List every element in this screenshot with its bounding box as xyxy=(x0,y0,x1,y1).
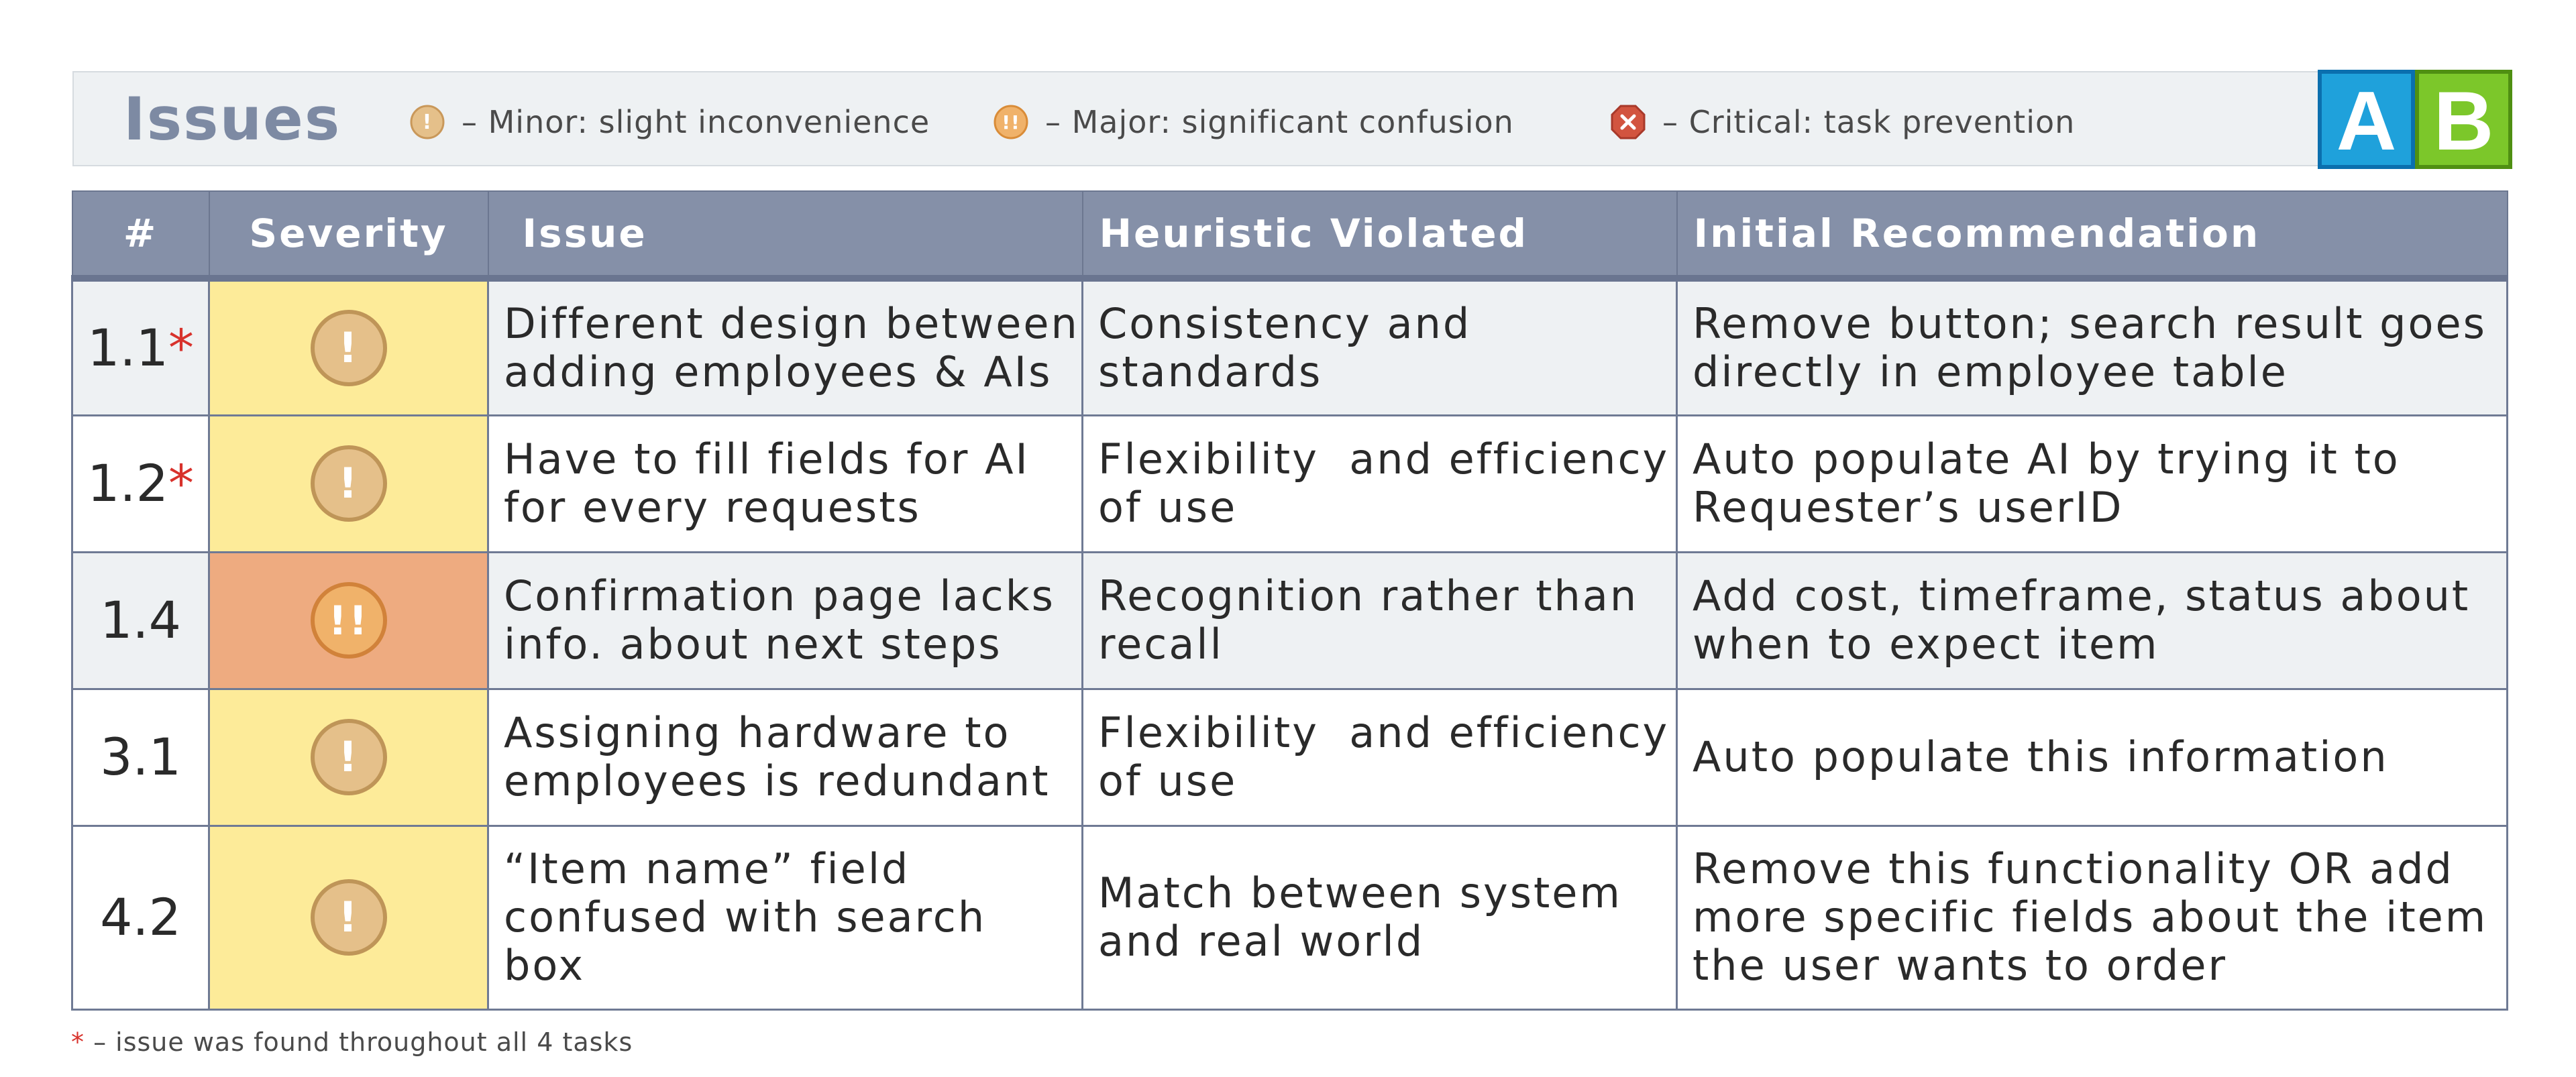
issue-number: 1.4 xyxy=(100,590,181,650)
table-row xyxy=(72,689,2508,826)
issue-number-cell xyxy=(72,689,209,826)
issue-number: 1.1 xyxy=(87,317,168,378)
legend-critical xyxy=(1610,103,2075,141)
column-header-issue: Issue xyxy=(488,191,1083,278)
footnote-text: – issue was found throughout all 4 tasks xyxy=(85,1027,633,1057)
column-header-number: # xyxy=(72,191,209,278)
heuristic-text-line: Recognition rather than xyxy=(1098,571,1639,620)
recommendation-text-line: Add cost, timeframe, status about xyxy=(1693,571,2471,620)
heuristic-cell xyxy=(1083,415,1677,552)
issue-number-cell xyxy=(72,552,209,689)
recommendation-text-line: Remove button; search result goes xyxy=(1693,298,2487,348)
issue-number: 3.1 xyxy=(100,727,181,787)
footnote xyxy=(71,1027,633,1057)
heuristic-text-line: Consistency and xyxy=(1098,298,1472,348)
heuristic-text-line: standards xyxy=(1098,347,1323,396)
issue-number: 4.2 xyxy=(100,887,181,947)
issue-cell xyxy=(488,415,1083,552)
severity-cell xyxy=(209,552,488,689)
legend-critical-label: – Critical: task prevention xyxy=(1662,104,2076,140)
issue-text-line: info. about next steps xyxy=(504,620,1002,669)
heuristic-text-line: recall xyxy=(1098,620,1224,669)
ab-logo xyxy=(2318,70,2512,169)
all-tasks-asterisk: * xyxy=(168,317,194,378)
severity-cell xyxy=(209,415,488,552)
heuristic-text-line: of use xyxy=(1098,756,1238,805)
column-header-heuristic: Heuristic Violated xyxy=(1083,191,1677,278)
issue-text-line: adding employees & AIs xyxy=(504,347,1053,396)
minor-severity-icon xyxy=(309,878,388,957)
recommendation-text-line: Auto populate this information xyxy=(1693,732,2389,781)
all-tasks-asterisk: * xyxy=(168,453,194,513)
recommendation-cell xyxy=(1677,826,2508,1009)
recommendation-text-line: when to expect item xyxy=(1693,620,2159,669)
minor-severity-icon xyxy=(309,308,388,388)
legend-major-label: – Major: significant confusion xyxy=(1045,104,1514,140)
recommendation-text-line: Auto populate AI by trying it to xyxy=(1693,435,2400,484)
legend-minor xyxy=(409,103,930,141)
column-header-recommendation: Initial Recommendation xyxy=(1677,191,2508,278)
issue-text-line: for every requests xyxy=(504,483,921,532)
logo-letter-a: A xyxy=(2318,70,2415,169)
heuristic-text-line: and real world xyxy=(1098,917,1425,966)
svg-text:!!: !! xyxy=(1002,111,1020,133)
issue-text-line: confused with search box xyxy=(504,893,987,990)
heuristic-text-line: Flexibility and efficiency xyxy=(1098,435,1670,484)
issue-text-line: Different design between xyxy=(504,298,1079,348)
issue-text-line: Have to fill fields for AI xyxy=(504,435,1030,484)
issue-number-cell xyxy=(72,826,209,1009)
legend-minor-label: – Minor: slight inconvenience xyxy=(462,104,930,140)
heuristic-cell xyxy=(1083,689,1677,826)
severity-glyph: !! xyxy=(328,598,369,644)
recommendation-text-line: the user wants to order xyxy=(1693,941,2227,990)
critical-severity-icon xyxy=(1610,104,1646,140)
severity-glyph: ! xyxy=(337,893,360,942)
minor-severity-icon xyxy=(309,444,388,523)
recommendation-text-line: Requester’s userID xyxy=(1693,483,2124,532)
issue-number-cell xyxy=(72,278,209,415)
recommendation-cell xyxy=(1677,552,2508,689)
table-header-row xyxy=(72,191,2508,278)
recommendation-cell xyxy=(1677,415,2508,552)
footnote-asterisk: * xyxy=(71,1027,85,1057)
heuristic-cell xyxy=(1083,278,1677,415)
major-severity-icon xyxy=(309,581,388,660)
issues-table xyxy=(71,190,2508,1011)
heuristic-text-line: of use xyxy=(1098,483,1238,532)
logo-letter-b: B xyxy=(2415,70,2512,169)
severity-cell xyxy=(209,826,488,1009)
table-row xyxy=(72,278,2508,415)
minor-severity-icon xyxy=(309,718,388,797)
severity-glyph: ! xyxy=(337,732,360,781)
severity-glyph: ! xyxy=(337,323,360,372)
issue-text-line: “Item name” field xyxy=(504,844,910,893)
severity-cell xyxy=(209,278,488,415)
major-severity-icon xyxy=(993,104,1029,140)
issue-cell xyxy=(488,278,1083,415)
issue-cell xyxy=(488,689,1083,826)
recommendation-text-line: more specific fields about the item xyxy=(1693,893,2488,942)
minor-severity-icon xyxy=(409,104,445,140)
issue-text-line: employees is redundant xyxy=(504,756,1051,805)
heuristic-cell xyxy=(1083,826,1677,1009)
table-row xyxy=(72,826,2508,1009)
page-title: Issues xyxy=(123,84,341,154)
issue-number-cell xyxy=(72,415,209,552)
table-row xyxy=(72,552,2508,689)
recommendation-cell xyxy=(1677,278,2508,415)
issue-number: 1.2 xyxy=(87,453,168,513)
issue-text-line: Assigning hardware to xyxy=(504,708,1011,757)
severity-cell xyxy=(209,689,488,826)
heuristic-text-line: Match between system xyxy=(1098,868,1622,917)
column-header-severity: Severity xyxy=(209,191,488,278)
recommendation-text-line: Remove this functionality OR add xyxy=(1693,844,2454,893)
issue-cell xyxy=(488,826,1083,1009)
heuristic-cell xyxy=(1083,552,1677,689)
severity-glyph: ! xyxy=(337,459,360,508)
severity-legend xyxy=(72,71,2504,166)
svg-text:!: ! xyxy=(422,111,433,134)
recommendation-cell xyxy=(1677,689,2508,826)
table-row xyxy=(72,415,2508,552)
issue-text-line: Confirmation page lacks xyxy=(504,571,1055,620)
recommendation-text-line: directly in employee table xyxy=(1693,347,2288,396)
legend-major xyxy=(993,103,1514,141)
heuristic-text-line: Flexibility and efficiency xyxy=(1098,708,1670,757)
issue-cell xyxy=(488,552,1083,689)
